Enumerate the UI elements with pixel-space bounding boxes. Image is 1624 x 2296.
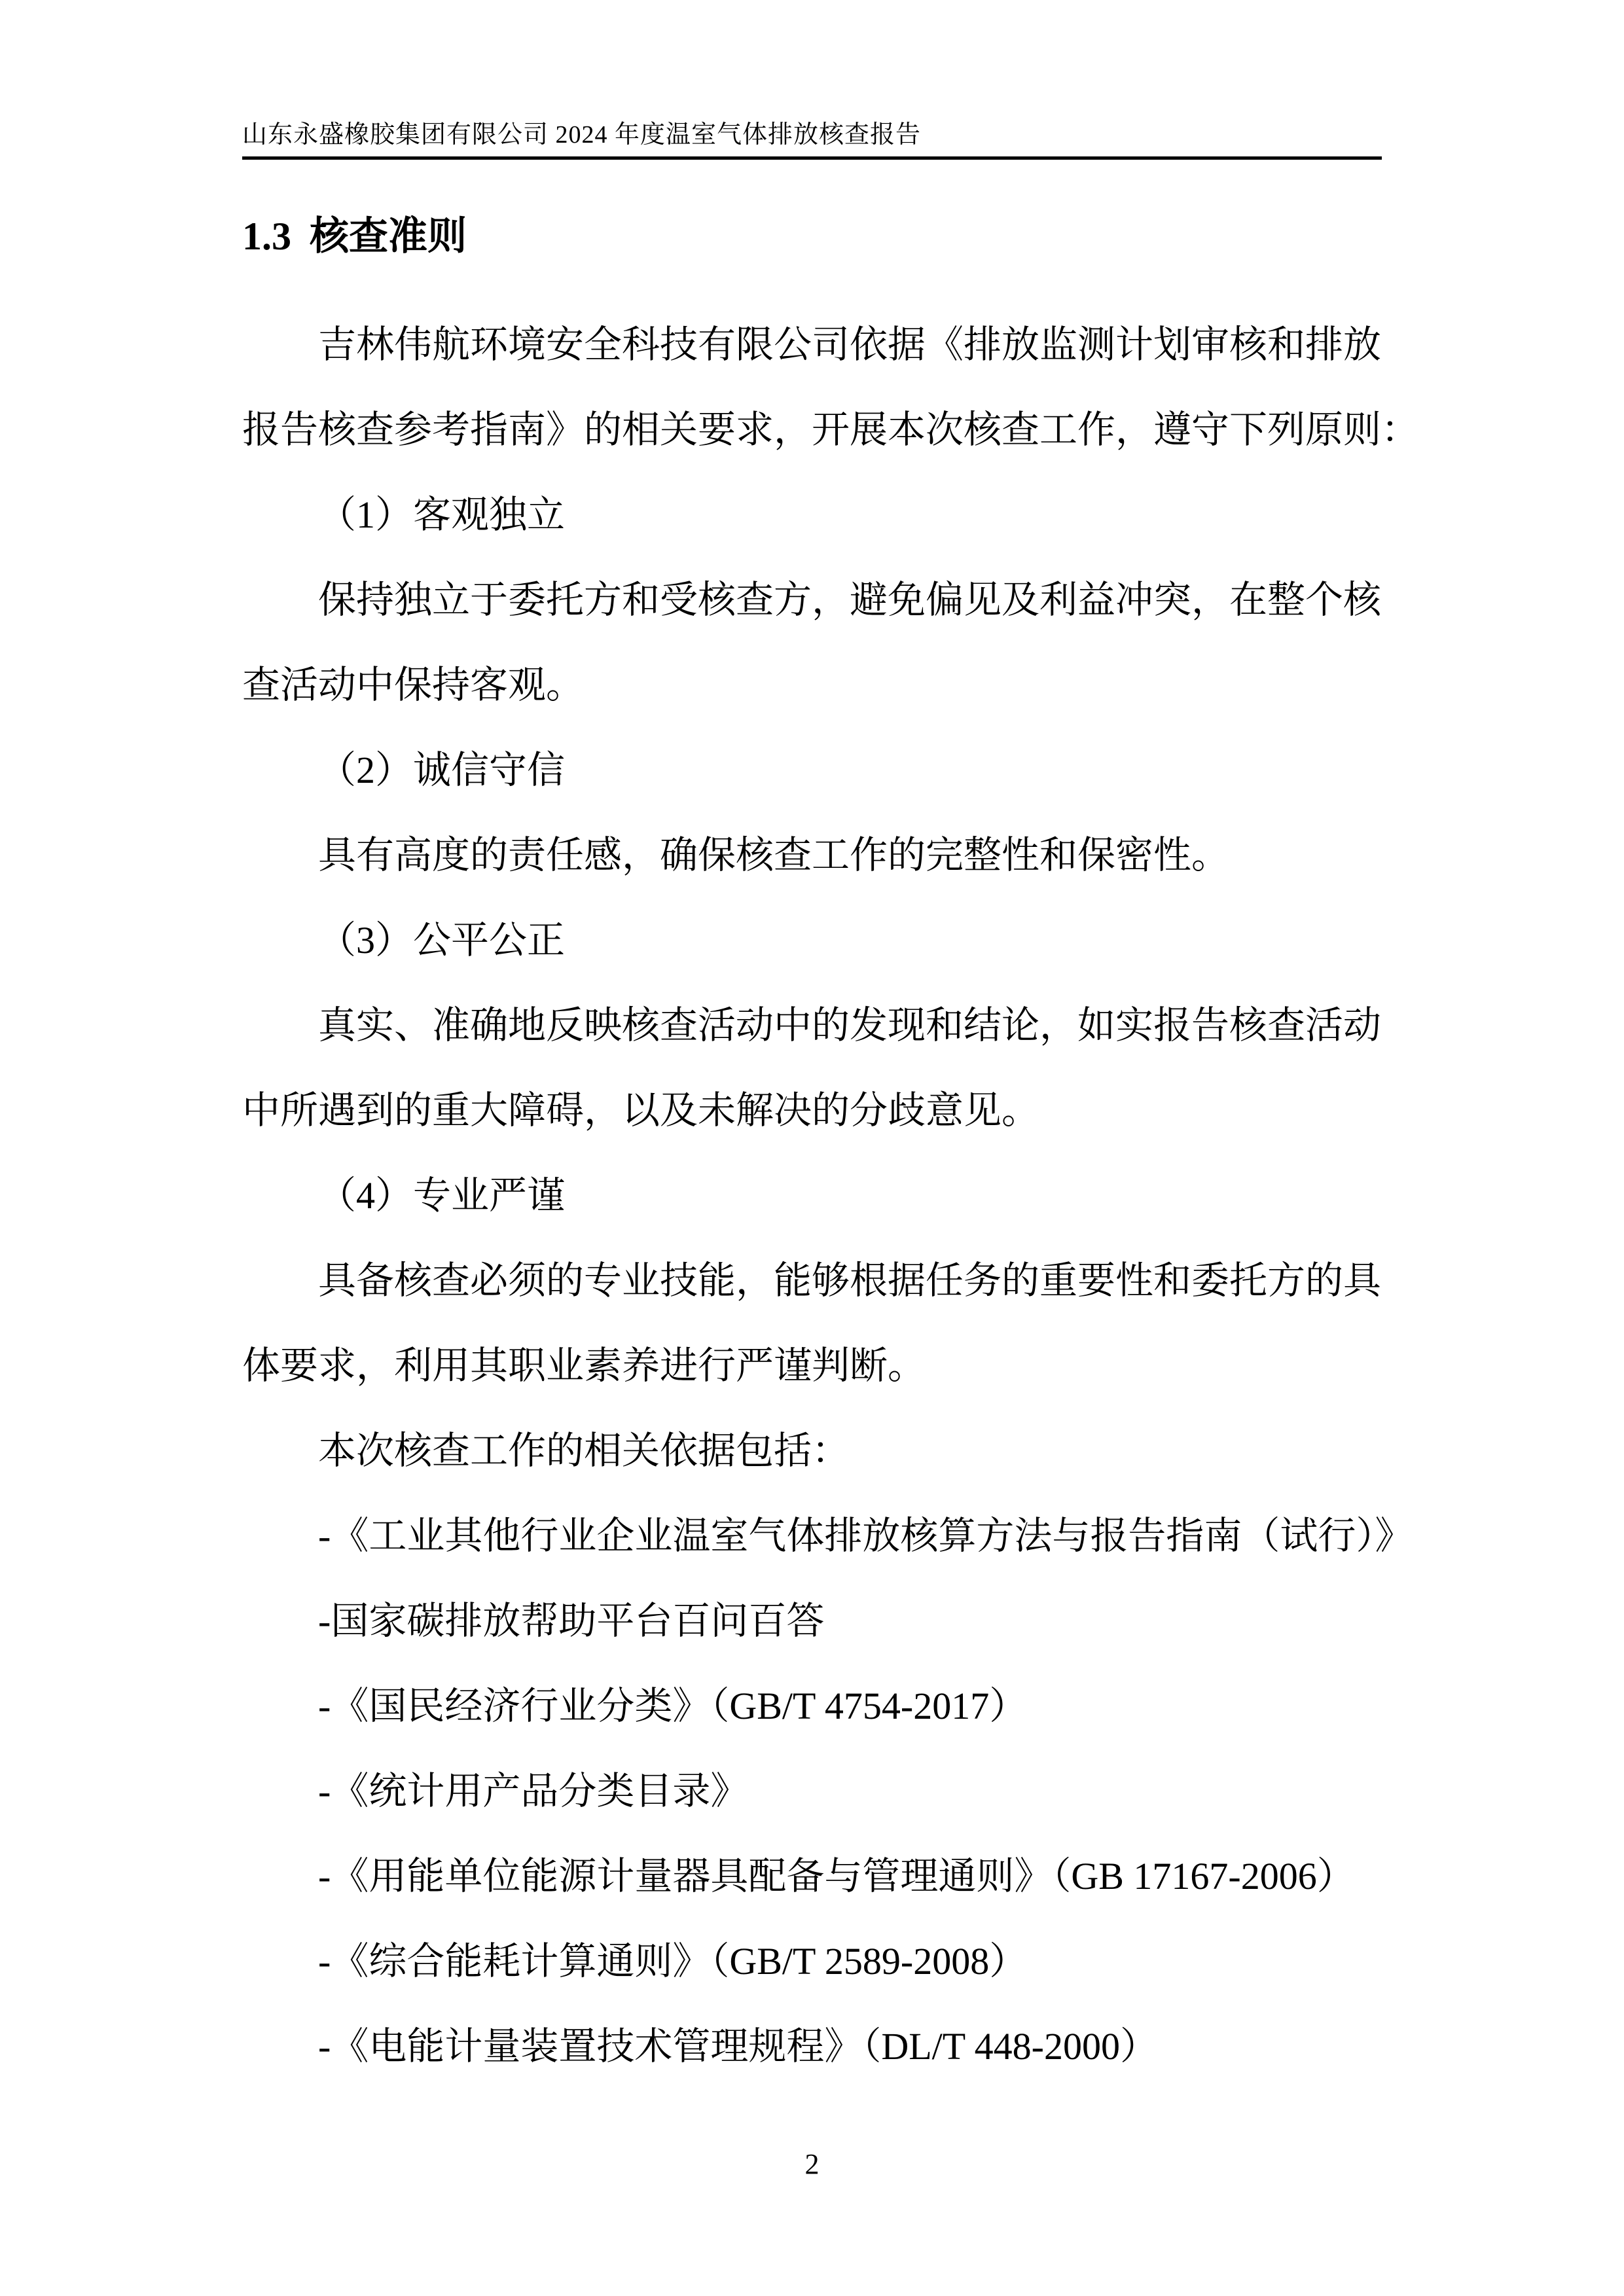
text-line: 体要求，利用其职业素养进行严谨判断。 [242,1344,926,1387]
text-line: 本次核查工作的相关依据包括： [318,1429,850,1472]
text-line: -《工业其他行业企业温室气体排放核算方法与报告指南（试行）》 [318,1515,1413,1557]
text-line: （1）客观独立 [318,493,566,536]
page-header: 山东永盛橡胶集团有限公司 2024 年度温室气体排放核查报告 [242,120,1382,160]
text-line: 报告核查参考指南》的相关要求，开展本次核查工作，遵守下列原则： [242,408,1420,451]
text-line: 查活动中保持客观。 [242,664,585,706]
section-heading [242,215,467,258]
text-line: -《国民经济行业分类》（GB/T 4754-2017） [318,1685,1028,1727]
text-line: 具有高度的责任感，确保核查工作的完整性和保密性。 [318,834,1230,876]
text-line: 保持独立于委托方和受核查方，避免偏见及利益冲突，在整个核 [318,579,1382,621]
text-line: -《电能计量装置技术管理规程》（DL/T 448-2000） [318,2025,1158,2068]
text-line: -《统计用产品分类目录》 [318,1770,749,1812]
text-line: -国家碳排放帮助平台百问百答 [318,1600,825,1642]
page-number: 2 [804,2148,820,2180]
text-line: -《综合能耗计算通则》（GB/T 2589-2008） [318,1940,1028,1982]
section-title: 核查准则 [310,215,467,258]
text-line: （3）公平公正 [318,919,566,961]
text-line: 具备核查必须的专业技能，能够根据任务的重要性和委托方的具 [318,1259,1382,1302]
text-line: 中所遇到的重大障碍，以及未解决的分歧意见。 [242,1089,1040,1132]
text-line: （2）诚信守信 [318,749,566,791]
text-line: 吉林伟航环境安全科技有限公司依据《排放监测计划审核和排放 [318,323,1382,366]
text-line: -《用能单位能源计量器具配备与管理通则》（GB 17167-2006） [318,1855,1355,1897]
text-line: （4）专业严谨 [318,1174,566,1217]
text-line: 真实、准确地反映核查活动中的发现和结论，如实报告核查活动 [318,1004,1382,1047]
section-number: 1.3 [242,215,291,258]
document-body [242,302,1420,2089]
